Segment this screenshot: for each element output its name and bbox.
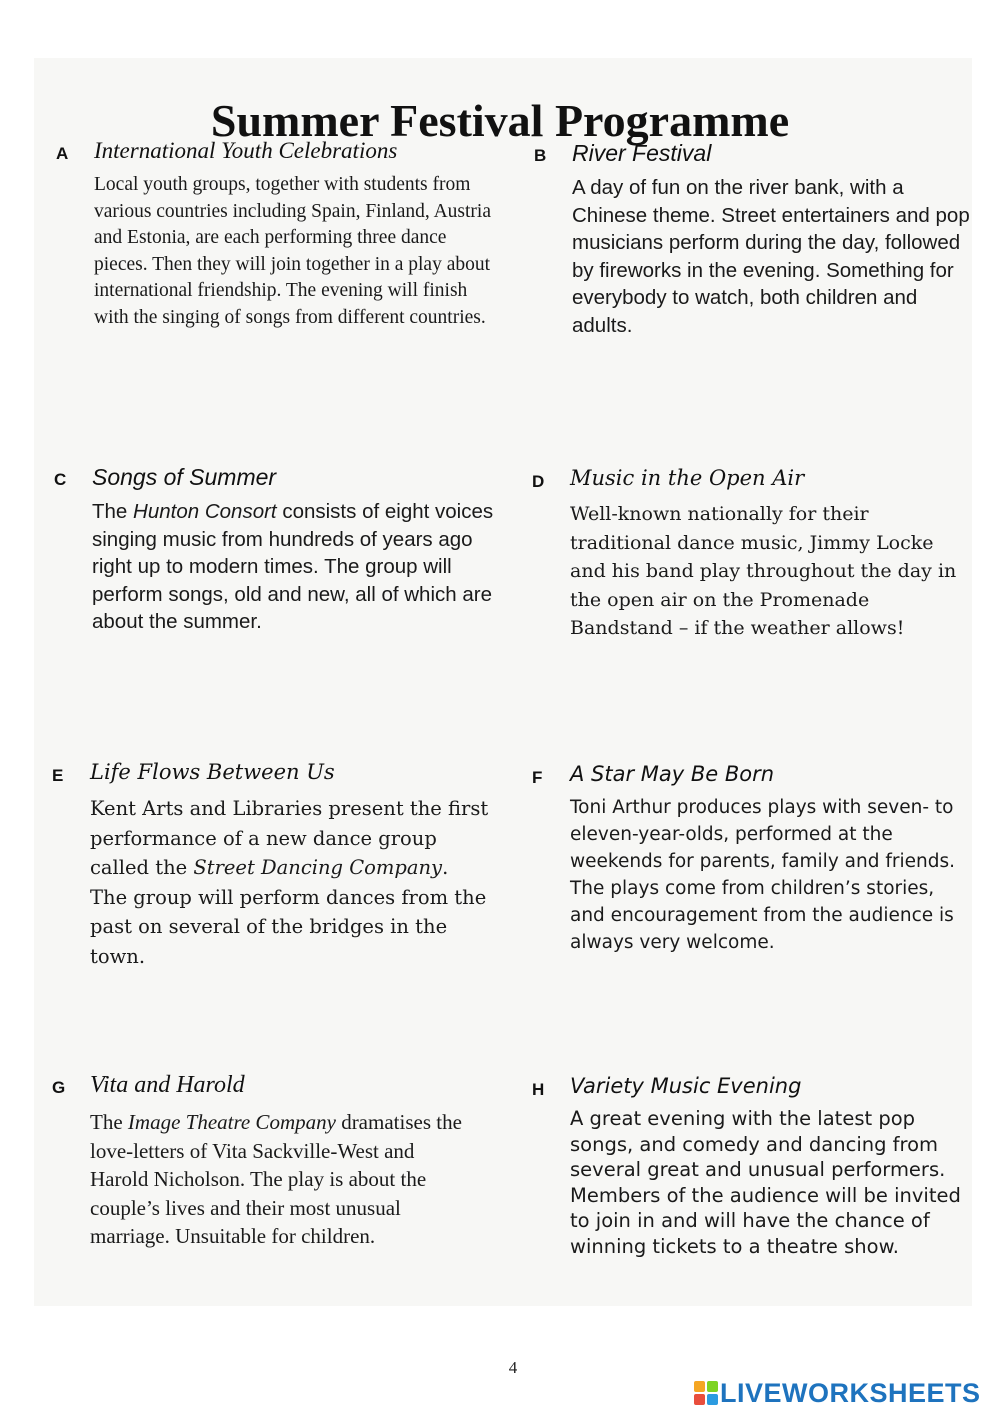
entry-heading: Variety Music Evening <box>570 1074 802 1098</box>
entry-letter: C <box>54 470 67 489</box>
entry-letter: E <box>52 766 64 785</box>
entry-letter: D <box>532 472 545 491</box>
logo-square <box>707 1381 718 1392</box>
entry-description: Kent Arts and Libraries present the first performance of a new dance group called the Street Dancing Company. The group will perform dances from the past on several of the bridges in the town. <box>90 797 489 968</box>
entry-description: The Hunton Consort consists of eight voices singing music from hundreds of years ago right up to modern times. The group will perform songs, old and new, all of which are about the summer. <box>92 500 494 633</box>
entry-heading: Songs of Summer <box>92 464 277 490</box>
entry-letter: F <box>532 768 543 787</box>
entry-description: A great evening with the latest pop songs, and comedy and dancing from several great and unusual performers. Members of the audience will be invited to join in and will have the chance of winning tickets to a theatre show. <box>570 1107 961 1258</box>
entry-letter: G <box>52 1078 66 1097</box>
entry-description: The Image Theatre Company dramatises the love-letters of Vita Sackville-West and Harold Nicholson. The play is about the couple’s lives and their most unusual marriage. Unsuitable for children. <box>90 1110 462 1248</box>
entry-letter: H <box>532 1080 545 1099</box>
company-name: Hunton Consort <box>133 500 277 523</box>
logo-square <box>694 1394 705 1405</box>
entry-description: Toni Arthur produces plays with seven- to eleven-year-olds, performed at the weekends for parents, family and friends. The plays come from children’s stories, and encouragement from the audience is always very welcome. <box>570 797 955 953</box>
entry-description: A day of fun on the river bank, with a Chinese theme. Street entertainers and pop musicians perform during the day, followed by fireworks in the evening. Something for everybody to watch, both children and adults. <box>572 176 970 337</box>
company-name: Image Theatre Company <box>127 1110 336 1134</box>
logo-square <box>707 1394 718 1405</box>
entry-heading: Life Flows Between Us <box>90 760 335 784</box>
company-name: Street Dancing Company <box>193 856 443 879</box>
liveworksheets-logo-icon <box>694 1381 718 1405</box>
page-title: Summer Festival Programme <box>210 94 790 146</box>
brand-name: LIVEWORKSHEETS <box>720 1377 981 1408</box>
entry-letter: A <box>56 144 69 163</box>
entry-heading: Vita and Harold <box>90 1072 245 1098</box>
entry-letter: B <box>534 146 547 165</box>
entry-description: Well-known nationally for their traditional dance music, Jimmy Locke and his band play throughout the day in the open air on the Promenade Bandstand – if the weather allows! <box>570 503 957 639</box>
entry-heading: International Youth Celebrations <box>94 138 398 163</box>
entry-heading: River Festival <box>572 140 712 166</box>
entry-heading: Music in the Open Air <box>570 466 805 490</box>
entry-heading: A Star May Be Born <box>570 762 775 786</box>
page-number: 4 <box>508 1358 518 1377</box>
logo-square <box>694 1381 705 1392</box>
liveworksheets-brand[interactable] <box>694 1378 981 1408</box>
entry-description: Local youth groups, together with students from various countries including Spain, Finland, Austria and Estonia, are each performing three dance pieces. Then they will join together in a play about international friendship. The evening will finish with the singing of songs from different countries. <box>94 174 491 328</box>
